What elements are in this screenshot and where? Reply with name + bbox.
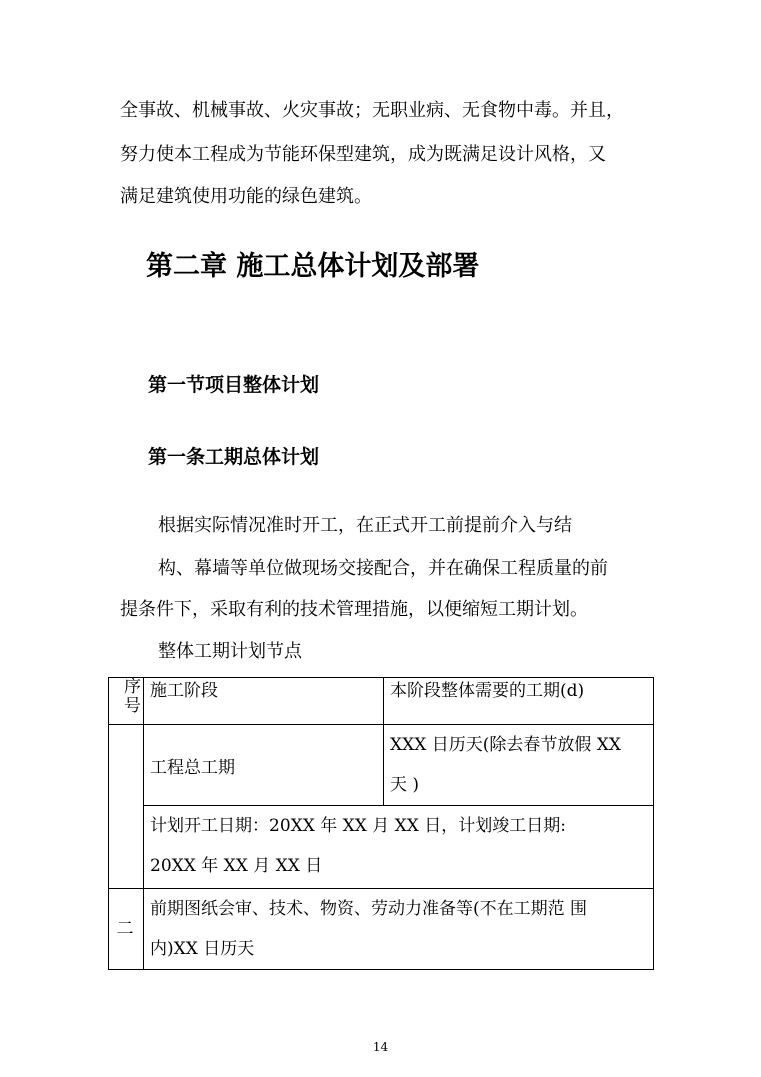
row1-duration-cell (384, 725, 654, 806)
row1-stage-cell (144, 725, 384, 806)
paragraph-main-line-1: 根据实际情况准时开工，在正式开工前提前介入与结 (158, 515, 572, 536)
row1-dates-line-1: 计划开工日期：20XX 年 XX 月 XX 日，计划竣工日期: (150, 816, 566, 836)
row1-dates-line-2: 20XX 年 XX 月 XX 日 (150, 856, 323, 876)
row2-text-line-1: 前期图纸会审、技术、物资、劳动力准备等(不在工期范 围 (150, 899, 588, 919)
row1-dates-cell (144, 806, 654, 889)
paragraph-top-line-2: 努力使本工程成为节能环保型建筑，成为既满足设计风格，又 (120, 144, 606, 165)
row1-duration-line-2: 天 ) (390, 775, 420, 795)
table-row-dates (109, 806, 654, 889)
row2-num-cell (109, 889, 144, 970)
paragraph-main-line-2: 构、幕墙等单位做现场交接配合，并在确保工程质量的前 (158, 558, 608, 579)
row1-stage: 工程总工期 (150, 757, 235, 778)
row2-text-line-2: 内)XX 日历天 (150, 939, 255, 959)
paragraph-main-line-3: 提条件下，采取有利的技术管理措施，以便缩短工期计划。 (120, 599, 588, 620)
article-title: 第一条工期总体计划 (148, 446, 320, 468)
header-stage-label: 施工阶段 (150, 681, 218, 701)
table-row-preparation (109, 889, 654, 970)
paragraph-top-line-3: 满足建筑使用功能的绿色建筑。 (120, 186, 372, 207)
chapter-title: 第二章 施工总体计划及部署 (146, 251, 480, 282)
header-num-label: 序号 (124, 677, 141, 716)
table-row-total-duration (109, 725, 654, 806)
header-stage-cell (144, 678, 384, 725)
page-number: 14 (372, 1040, 389, 1054)
table-caption: 整体工期计划节点 (158, 641, 302, 662)
schedule-table (108, 677, 654, 970)
paragraph-top-line-1: 全事故、机械事故、火灾事故；无职业病、无食物中毒。并且， (120, 100, 624, 121)
header-num-cell (109, 678, 144, 725)
row2-text-cell (144, 889, 654, 970)
row1-duration-line-1: XXX 日历天(除去春节放假 XX (390, 735, 621, 755)
table-header-row (109, 678, 654, 725)
row2-num: 二 (116, 918, 134, 939)
section-title: 第一节项目整体计划 (148, 374, 320, 396)
header-duration-cell (384, 678, 654, 725)
row1-num-cell (109, 725, 144, 889)
header-duration-label: 本阶段整体需要的工期(d) (390, 681, 585, 701)
